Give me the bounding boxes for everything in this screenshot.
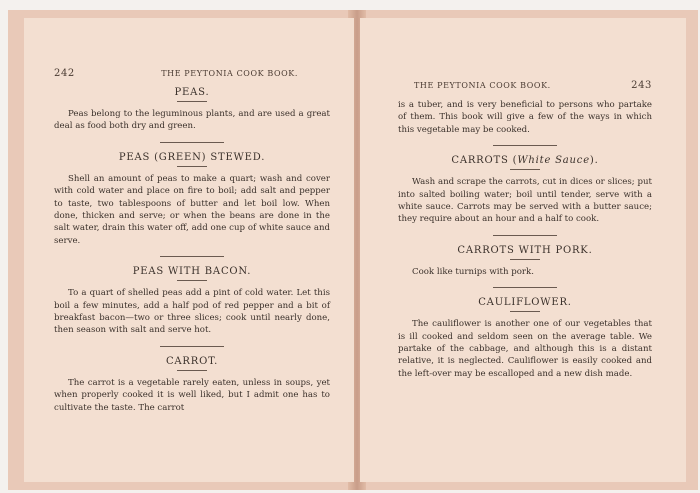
heading-rule	[510, 259, 540, 260]
heading-italic-part: White Sauce	[517, 155, 590, 167]
page-number: 243	[631, 80, 652, 91]
section-divider	[160, 142, 224, 143]
section-text: Shell an amount of peas to make a quart; wash and cover with cold water and place on fire to boil; add salt and pepper to taste, two tablespoons of butter and let boil low. When done, thicken and serve; or when the beans are done in the salt water, drain this water off, add one cup of white sauce and serve.	[54, 173, 330, 246]
section-heading: CARROTS WITH PORK.	[457, 244, 593, 256]
right-page	[360, 18, 686, 482]
section-heading: PEAS (GREEN) STEWED.	[118, 151, 266, 163]
section-divider	[160, 346, 224, 347]
heading-rule	[510, 311, 540, 312]
section-divider	[493, 235, 557, 236]
page-number: 242	[54, 68, 75, 79]
section-divider	[493, 287, 557, 288]
section-text: To a quart of shelled peas add a pint of cold water. Let this boil a few minutes, add a half pod of red pepper and a bit of breakfast bacon—two or three slices; cook until nearly done, then season with salt and serve hot.	[54, 288, 330, 336]
running-title: THE PEYTONIA COOK BOOK.	[161, 69, 298, 78]
section-heading	[398, 155, 652, 166]
section-text: The cauliflower is another one of our vegetables that is ill cooked and seldom seen on the average table. We partake of the cabbage, and although this is a distant relative, it is neglected. Cauliflower is easily cooked and the left-over may be escalloped and a new dish made.	[398, 319, 652, 379]
running-title: THE PEYTONIA COOK BOOK.	[414, 81, 551, 90]
section-divider	[160, 256, 224, 257]
section-text: Peas belong to the leguminous plants, and are used a great deal as food both dry and green.	[54, 109, 330, 132]
section-text: The carrot is a vegetable rarely eaten, unless in soups, yet when properly cooked it is well liked, but I admit one has to cultivate the taste. The carrot	[54, 377, 330, 413]
heading-part: ).	[589, 155, 599, 167]
running-head	[54, 68, 330, 79]
heading-rule	[177, 101, 207, 102]
heading-rule	[177, 370, 207, 371]
heading-rule	[177, 166, 207, 167]
left-page	[24, 18, 354, 482]
section-heading: PEAS.	[174, 87, 210, 98]
running-head	[398, 80, 652, 91]
section-divider	[493, 145, 557, 146]
heading-part: CARROTS (	[451, 155, 518, 167]
heading-rule	[510, 169, 540, 170]
section-text: Cook like turnips with pork.	[412, 266, 534, 277]
section-heading: CARROT.	[165, 355, 219, 367]
section-heading: CAULIFLOWER.	[478, 297, 572, 309]
heading-rule	[177, 280, 207, 281]
open-book	[8, 10, 698, 490]
section-text: Wash and scrape the carrots, cut in dices or slices; put into salted boiling water; boil until tender, serve with a white sauce. Carrots may be served with a butter sauce; they require about an hour and a half to cook.	[398, 177, 652, 225]
continued-text: is a tuber, and is very beneficial to persons who partake of them. This book will give a few of the ways in which this vegetable may be cooked.	[398, 100, 652, 135]
section-heading: PEAS WITH BACON.	[132, 266, 252, 278]
